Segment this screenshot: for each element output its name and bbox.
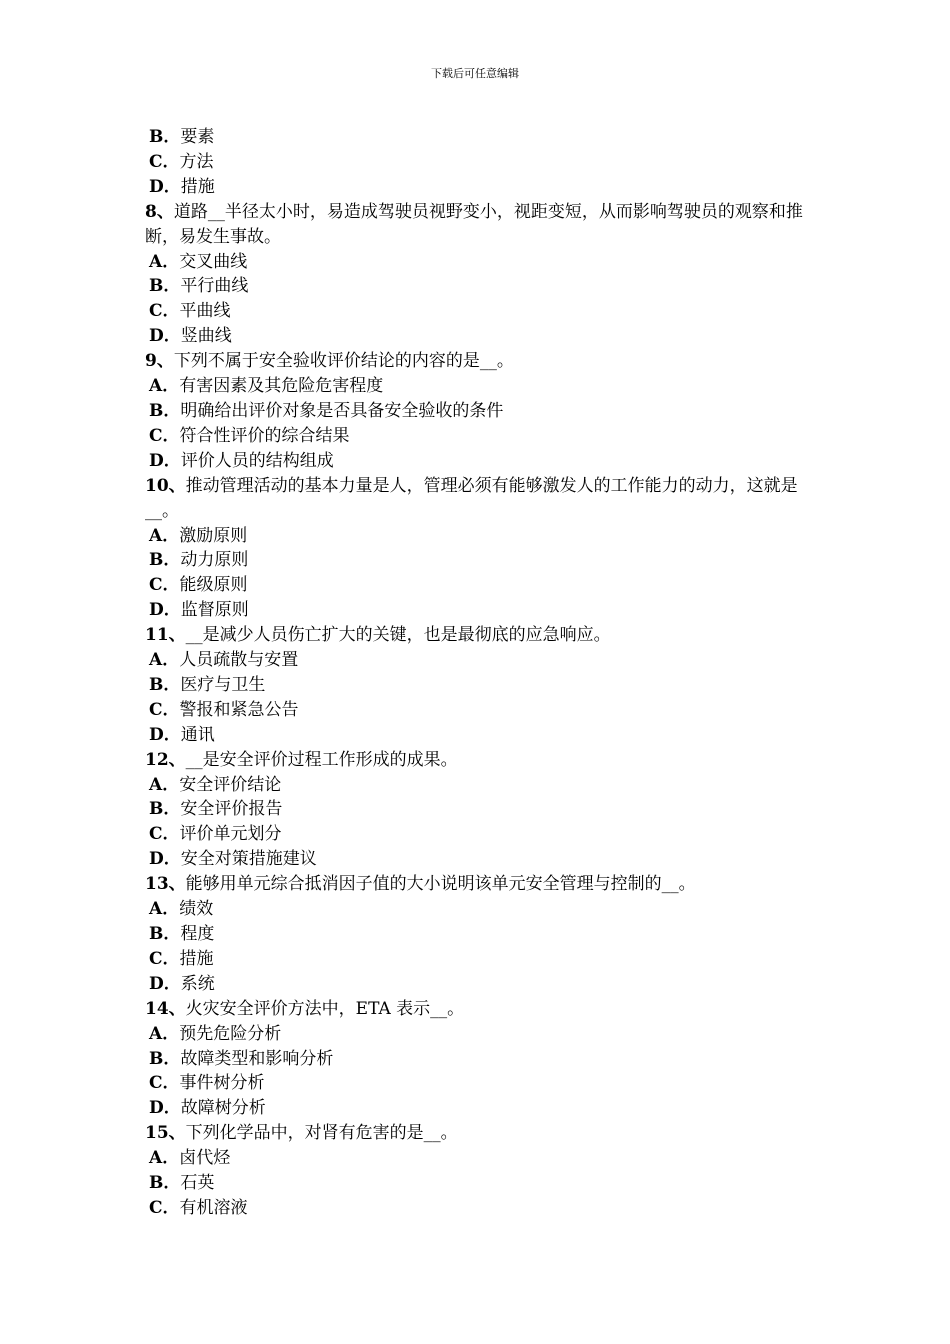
answer-option — [145, 698, 825, 723]
answer-option — [145, 274, 825, 299]
option-text: 有害因素及其危险危害程度 — [179, 376, 384, 397]
question-number: 12、 — [145, 749, 186, 770]
answer-option — [145, 822, 825, 847]
option-letter: C． — [149, 1197, 180, 1218]
option-letter: B． — [149, 550, 181, 571]
option-letter: C． — [149, 1073, 180, 1094]
answer-option — [145, 175, 825, 200]
answer-option — [145, 250, 825, 275]
option-text: 石英 — [180, 1173, 215, 1194]
answer-option — [145, 449, 825, 474]
option-text: 事件树分析 — [179, 1073, 265, 1094]
option-text: 人员疏散与安置 — [179, 650, 299, 671]
question-item — [145, 1121, 825, 1146]
question-text: 能够用单元综合抵消因子值的大小说明该单元安全管理与控制的__。 — [185, 874, 696, 895]
option-letter: A． — [149, 251, 180, 272]
option-text: 故障树分析 — [180, 1098, 266, 1119]
answer-option — [145, 773, 825, 798]
answer-option — [145, 598, 825, 623]
question-text: __是安全评价过程工作形成的成果。 — [185, 749, 458, 770]
answer-option — [145, 1022, 825, 1047]
option-text: 交叉曲线 — [179, 251, 248, 272]
option-letter: A． — [149, 774, 180, 795]
document-body — [145, 125, 825, 1221]
page-header: 下载后可任意编辑 — [431, 67, 519, 80]
option-letter: B． — [149, 799, 181, 820]
option-letter: D． — [149, 724, 181, 745]
answer-option — [145, 299, 825, 324]
answer-option — [145, 573, 825, 598]
question-text: __是减少人员伤亡扩大的关键，也是最彻底的应急响应。 — [185, 625, 611, 646]
option-letter: D． — [149, 176, 181, 197]
question-text: 下列不属于安全验收评价结论的内容的是__。 — [173, 351, 514, 372]
option-text: 平曲线 — [179, 301, 231, 322]
option-letter: B． — [149, 127, 181, 147]
question-text: 道路__半径太小时，易造成驾驶员视野变小，视距变短，从而影响驾驶员的观察和推断，易发生事故。 — [145, 201, 803, 247]
option-text: 明确给出评价对象是否具备安全验收的条件 — [180, 400, 504, 421]
option-text: 程度 — [180, 924, 215, 944]
option-letter: C． — [149, 425, 180, 446]
answer-option — [145, 648, 825, 673]
option-letter: C． — [149, 575, 180, 596]
answer-option — [145, 524, 825, 549]
option-text: 通讯 — [180, 724, 215, 745]
option-letter: A． — [149, 1148, 180, 1169]
option-text: 评价单元划分 — [179, 824, 282, 845]
answer-option — [145, 723, 825, 748]
option-letter: C． — [149, 824, 180, 845]
option-text: 措施 — [179, 948, 214, 969]
option-text: 安全对策措施建议 — [180, 849, 317, 870]
option-text: 激励原则 — [179, 525, 248, 546]
answer-option — [145, 972, 825, 997]
answer-option — [145, 897, 825, 922]
answer-option — [145, 947, 825, 972]
answer-option — [145, 797, 825, 822]
option-letter: A． — [149, 650, 180, 671]
option-text: 医疗与卫生 — [180, 674, 266, 695]
option-text: 有机溶液 — [179, 1197, 248, 1218]
answer-option — [145, 922, 825, 947]
option-letter: D． — [149, 849, 181, 870]
answer-option — [145, 673, 825, 698]
answer-option — [145, 548, 825, 573]
option-text: 符合性评价的综合结果 — [179, 425, 350, 446]
option-letter: B． — [149, 400, 181, 421]
option-text: 安全评价报告 — [180, 799, 283, 820]
answer-option — [145, 1196, 825, 1221]
question-item — [145, 200, 825, 250]
option-letter: D． — [149, 450, 181, 471]
option-letter: C． — [149, 151, 180, 172]
question-number: 9、 — [145, 351, 174, 372]
question-item — [145, 349, 825, 374]
answer-option — [145, 374, 825, 399]
option-text: 要素 — [180, 127, 215, 147]
option-letter: C． — [149, 301, 180, 322]
option-letter: B． — [149, 924, 181, 944]
option-text: 监督原则 — [180, 600, 249, 621]
question-text: 下列化学品中，对肾有危害的是__。 — [185, 1123, 458, 1144]
option-letter: D． — [149, 326, 181, 347]
question-item — [145, 623, 825, 648]
question-text: 推动管理活动的基本力量是人，管理必须有能够激发人的工作能力的动力，这就是__。 — [145, 475, 798, 521]
answer-option — [145, 424, 825, 449]
option-text: 警报和紧急公告 — [179, 699, 299, 720]
option-letter: B． — [149, 276, 181, 297]
option-text: 能级原则 — [179, 575, 248, 596]
option-letter: C． — [149, 699, 180, 720]
option-letter: A． — [149, 376, 180, 397]
option-letter: B． — [149, 1173, 181, 1194]
question-number: 13、 — [145, 874, 186, 895]
option-letter: D． — [149, 973, 181, 994]
option-letter: A． — [149, 525, 180, 546]
option-text: 安全评价结论 — [179, 774, 282, 795]
answer-option — [145, 399, 825, 424]
answer-option — [145, 1096, 825, 1121]
answer-option — [145, 1047, 825, 1072]
answer-option — [145, 324, 825, 349]
option-text: 预先危险分析 — [179, 1023, 282, 1044]
question-item — [145, 872, 825, 897]
option-letter: D． — [149, 1098, 181, 1119]
question-item — [145, 474, 825, 524]
option-text: 平行曲线 — [180, 276, 249, 297]
option-letter: D． — [149, 600, 181, 621]
option-text: 系统 — [180, 973, 215, 994]
option-text: 评价人员的结构组成 — [180, 450, 334, 471]
option-letter: B． — [149, 1048, 181, 1069]
answer-option — [145, 1146, 825, 1171]
answer-option — [145, 847, 825, 872]
option-text: 措施 — [180, 176, 215, 197]
option-text: 卤代烃 — [179, 1148, 231, 1169]
option-text: 绩效 — [179, 899, 214, 920]
option-letter: B． — [149, 674, 181, 695]
question-number: 8、 — [145, 201, 174, 222]
option-letter: A． — [149, 1023, 180, 1044]
option-text: 故障类型和影响分析 — [180, 1048, 334, 1069]
question-item — [145, 748, 825, 773]
question-number: 11、 — [145, 625, 186, 646]
question-item — [145, 997, 825, 1022]
answer-option — [145, 150, 825, 175]
option-letter: A． — [149, 899, 180, 920]
option-text: 方法 — [179, 151, 214, 172]
option-letter: C． — [149, 948, 180, 969]
question-number: 14、 — [145, 998, 186, 1019]
answer-option — [145, 1071, 825, 1096]
question-number: 10、 — [145, 475, 186, 496]
question-text: 火灾安全评价方法中，ETA 表示__。 — [185, 998, 465, 1019]
answer-option — [145, 125, 825, 150]
answer-option — [145, 1171, 825, 1196]
question-number: 15、 — [145, 1123, 186, 1144]
option-text: 竖曲线 — [180, 326, 232, 347]
option-text: 动力原则 — [180, 550, 249, 571]
